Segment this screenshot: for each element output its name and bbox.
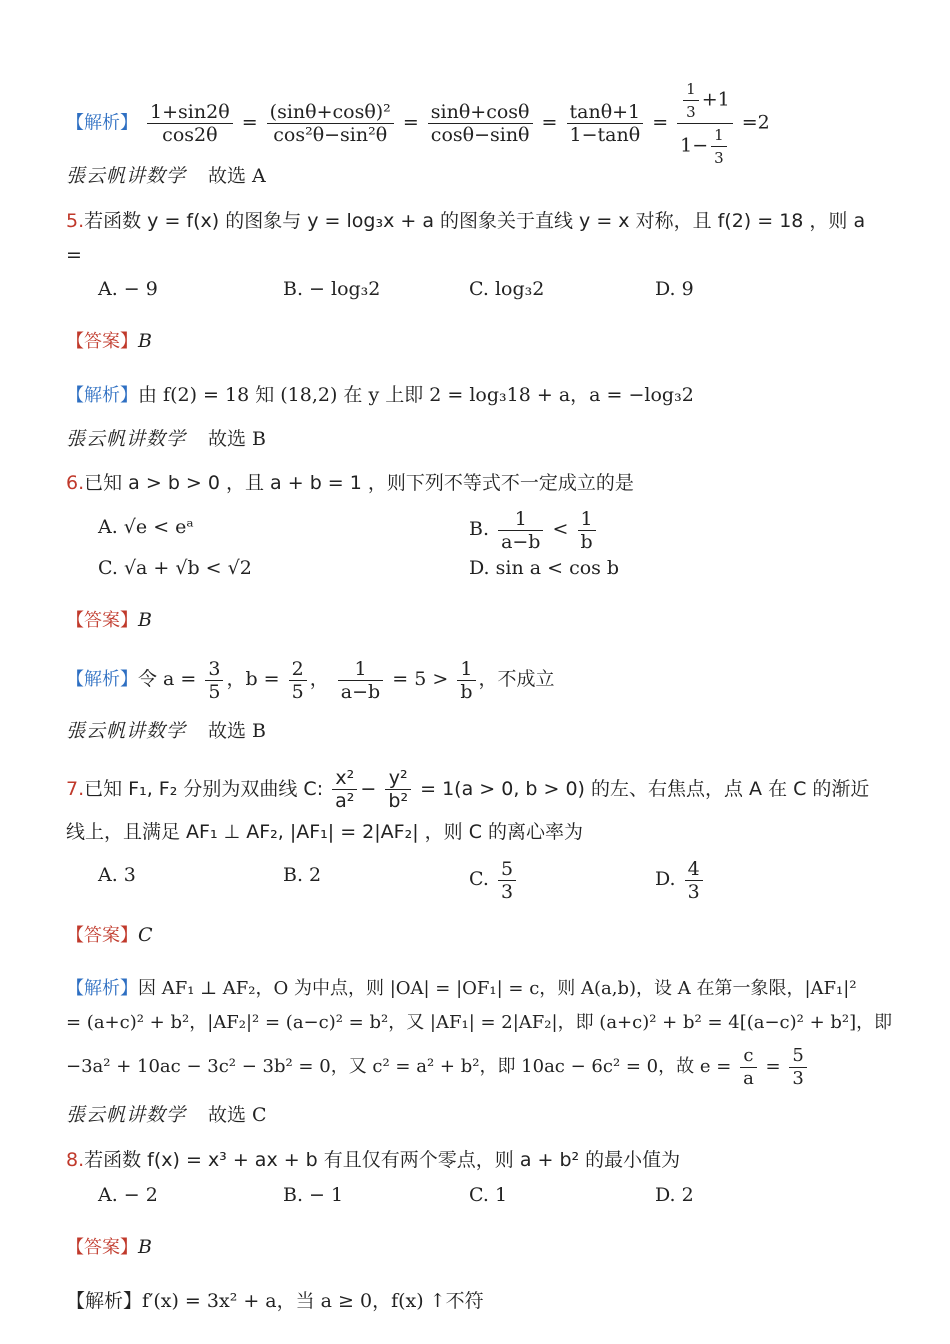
author-signature: 張云帆讲数学 bbox=[66, 720, 187, 742]
author-signature: 張云帆讲数学 bbox=[66, 1104, 187, 1126]
q7-analysis-line2: = (a+c)² + b²，|AF₂|² = (a−c)² = b²，又 |AF₁| = 2|AF₂|，即 (a+c)² + b² = 4[(a−c)² + b²]，即 bbox=[66, 1012, 893, 1033]
q6-option-a: A. √e < eᵃ bbox=[98, 516, 194, 538]
choice-text: 故选 C bbox=[208, 1104, 267, 1126]
q6-answer bbox=[66, 605, 152, 636]
choice-text: 故选 B bbox=[208, 428, 267, 450]
q6-option-c: C. √a + √b < √2 bbox=[98, 557, 252, 579]
q8-option-b: B. − 1 bbox=[283, 1184, 344, 1206]
q7-option-d: D. $\frac{4}{3}$ bbox=[655, 856, 706, 903]
q7-stem-line2: 线上，且满足 AF₁ ⊥ AF₂, |AF₁| = 2|AF₂| ，则 C 的离心率为 bbox=[66, 821, 583, 843]
fraction: $\frac{\text{(sinθ+cosθ)²}}{\text{cos²θ−sin²θ}}$ bbox=[267, 101, 394, 146]
signature-line bbox=[66, 1100, 267, 1130]
answer-tag: 【答案】 bbox=[66, 610, 138, 631]
answer-value: C bbox=[138, 924, 153, 946]
q5-answer bbox=[66, 326, 152, 357]
q5-stem: 5.若函数 y = f(x) 的图象与 y = log₃x + a 的图象关于直线 y = x 对称，且 f(2) = 18 ，则 a bbox=[66, 210, 866, 232]
answer-tag: 【答案】 bbox=[66, 925, 138, 946]
author-signature: 張云帆讲数学 bbox=[66, 428, 187, 450]
choice-text: 故选 A bbox=[208, 165, 266, 187]
question-number: 7. bbox=[66, 778, 85, 800]
result: =2 bbox=[741, 111, 770, 134]
analysis-tag: 【解析】 bbox=[66, 669, 138, 690]
compound-fraction: $\frac{1}{3}$ +1 1− $\frac{1}{3}$ bbox=[677, 78, 733, 169]
q7-option-c: C. $\frac{5}{3}$ bbox=[469, 856, 519, 903]
q7-option-b: B. 2 bbox=[283, 864, 322, 886]
q6-stem: 6.已知 a > b > 0 ，且 a + b = 1 ，则下列不等式不一定成立的是 bbox=[66, 472, 634, 494]
q5-option-d: D. 9 bbox=[655, 278, 694, 300]
q5-stem-line2: = bbox=[66, 244, 82, 266]
signature-line bbox=[66, 424, 266, 454]
q7-option-a: A. 3 bbox=[98, 864, 136, 886]
answer-tag: 【答案】 bbox=[66, 331, 138, 352]
q8-option-d: D. 2 bbox=[655, 1184, 694, 1206]
author-signature: 張云帆讲数学 bbox=[66, 165, 187, 187]
answer-tag: 【答案】 bbox=[66, 1237, 138, 1258]
q6-analysis: 【解析】令 a = $\frac{3}{5}$ ，b = $\frac{2}{5}$ ， $\frac{1}{a-b}$ = 5 > $\frac{1}{b}$ ，不成立 bbox=[66, 657, 555, 703]
answer-value: B bbox=[138, 609, 152, 631]
analysis-tag: 【解析】 bbox=[66, 978, 138, 999]
q7-stem: 7.已知 F₁, F₂ 分别为双曲线 C: $\frac{\text{x²}}{\text{a²}}$ − $\frac{\text{y²}}{\text{b²}}$ = 1(a > 0, b > 0) 的左、右焦点，点 A 在 C 的渐近 bbox=[66, 767, 870, 812]
q8-answer bbox=[66, 1232, 152, 1263]
signature-line bbox=[66, 161, 266, 191]
q8-option-a: A. − 2 bbox=[98, 1184, 158, 1206]
q7-answer bbox=[66, 920, 153, 951]
q8-stem: 8.若函数 f(x) = x³ + ax + b 有且仅有两个零点，则 a + b² 的最小值为 bbox=[66, 1149, 681, 1171]
q8-analysis-cut: 【解析】f′(x) = 3x² + a，当 a ≥ 0，f(x) ↑不符 bbox=[66, 1290, 484, 1312]
question-number: 8. bbox=[66, 1149, 85, 1171]
q7-analysis-line3: −3a² + 10ac − 3c² − 3b² = 0，又 c² = a² + b²，即 10ac − 6c² = 0，故 e = $\frac{c}{a}$ = $\frac{5}{3}$ bbox=[66, 1044, 810, 1090]
answer-value: B bbox=[138, 1236, 152, 1258]
fraction: $\frac{1+\sin 2\theta}{\cos 2\theta}$ bbox=[147, 101, 233, 146]
answer-value: B bbox=[138, 330, 152, 352]
analysis-tag: 【解析】 bbox=[66, 112, 138, 134]
question-number: 6. bbox=[66, 472, 85, 494]
signature-line bbox=[66, 716, 266, 746]
question-number: 5. bbox=[66, 210, 85, 232]
q6-option-b: B. $\frac{1}{a-b}$ < $\frac{1}{b}$ bbox=[469, 506, 599, 553]
fraction: $\frac{\tan\theta+1}{1-\tan\theta}$ bbox=[567, 101, 644, 146]
q6-option-d: D. sin a < cos b bbox=[469, 557, 620, 579]
q4-analysis: 【解析】 $\frac{1+\sin 2\theta}{\cos 2\theta}$ = $\frac{\text{(sinθ+cosθ)²}}{\text{cos²θ−sin²θ}}$ = $\frac{\sin\theta+\cos\theta}{\cos\theta-\sin\theta}$ = $\frac{\tan\theta+1}{1-\tan\theta}$ = $\frac{1}{3}$ +1 1− $\frac{1}{3}$ =2 bbox=[66, 80, 770, 167]
q5-option-c: C. log₃2 bbox=[469, 278, 545, 300]
choice-text: 故选 B bbox=[208, 720, 267, 742]
q8-option-c: C. 1 bbox=[469, 1184, 508, 1206]
q5-analysis: 【解析】由 f(2) = 18 知 (18,2) 在 y 上即 2 = log₃18 + a，a = −log₃2 bbox=[66, 384, 694, 406]
q7-analysis-line1: 【解析】因 AF₁ ⊥ AF₂，O 为中点，则 |OA| = |OF₁| = c，则 A(a,b)，设 A 在第一象限，|AF₁|² bbox=[66, 978, 857, 999]
q5-option-a: A. − 9 bbox=[98, 278, 158, 300]
analysis-tag: 【解析】 bbox=[66, 385, 138, 406]
fraction: $\frac{\sin\theta+\cos\theta}{\cos\theta-\sin\theta}$ bbox=[428, 101, 533, 146]
q5-option-b: B. − log₃2 bbox=[283, 278, 381, 300]
